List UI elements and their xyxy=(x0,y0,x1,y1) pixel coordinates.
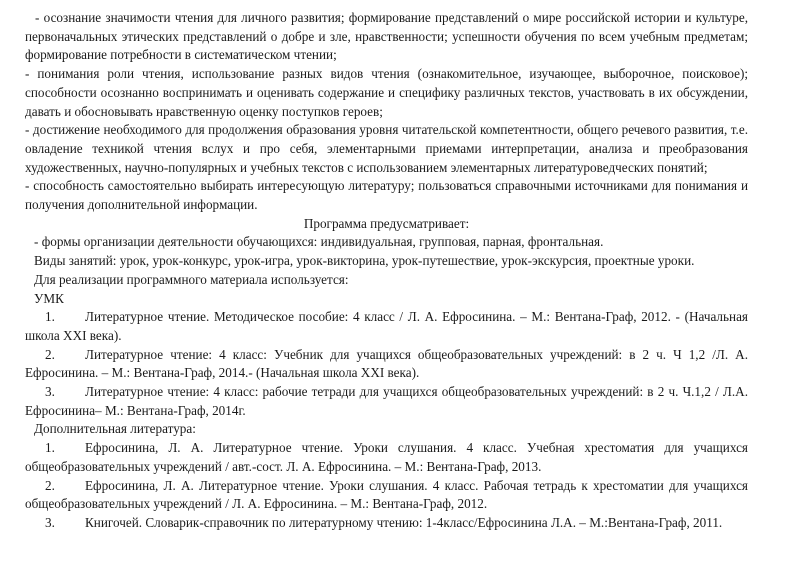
umk-item xyxy=(25,383,748,420)
list-number: 3. xyxy=(45,384,55,400)
list-number: 2. xyxy=(45,346,55,362)
forms-paragraph: - формы организации деятельности обучающихся: индивидуальная, групповая, парная, фронтальная. xyxy=(34,234,604,250)
program-heading: Программа предусматривает: xyxy=(303,215,470,231)
additional-item xyxy=(25,439,748,476)
umk-item xyxy=(25,346,748,383)
goal-paragraph: - осознание значимости чтения для личного развития; формирование представлений о мире российской истории и культуре, первоначальных этических представлений о добре и зле, нравственности; успешности обучения по всем учебным предметам; формирование потребности в систематическом чтении; xyxy=(25,10,748,63)
list-item-text: Ефросинина, Л. А. Литературное чтение. Уроки слушания. 4 класс. Учебная хрестоматия для учащихся общеобразовательных учреждений / авт.-сост. Л. А. Ефросинина. – М.: Вентана-Граф, 2013. xyxy=(25,440,748,474)
umk-item xyxy=(25,308,748,345)
lesson-types-paragraph: Виды занятий: урок, урок-конкурс, урок-игра, урок-викторина, урок-путешествие, урок-экскурсия, проектные уроки. xyxy=(34,253,695,269)
list-number: 1. xyxy=(45,440,55,456)
list-number: 2. xyxy=(45,477,55,493)
goal-paragraph: - способность самостоятельно выбирать интересующую литературу; пользоваться справочными источниками для понимания и получения дополнительной информации. xyxy=(25,178,748,213)
list-item-text: Ефросинина, Л. А. Литературное чтение. Уроки слушания. 4 класс. Рабочая тетрадь к хрестоматии для учащихся общеобразовательных учреждений / Л. А. Ефросинина. – М.: Вентана-Граф, 2012. xyxy=(25,477,748,512)
materials-intro: Для реализации программного материала используется: xyxy=(34,271,349,287)
document-page xyxy=(25,9,748,533)
additional-item xyxy=(25,514,748,533)
goal-paragraph: - понимания роли чтения, использование разных видов чтения (ознакомительное, изучающее, выборочное, поисковое); способности осознанно воспринимать и оценивать содержание и специфику различных текстов, участвовать в их обсуждении, давать и обосновывать нравственную оценку поступков героев; xyxy=(25,66,748,119)
list-item-text: Литературное чтение. Методическое пособие: 4 класс / Л. А. Ефросинина. – М.: Вентана-Граф, 2012. - (Начальная школа XXI века). xyxy=(25,309,748,343)
list-number: 3. xyxy=(45,514,55,530)
umk-heading: УМК xyxy=(34,290,64,306)
additional-heading: Дополнительная литература: xyxy=(34,421,196,437)
goal-paragraph: - достижение необходимого для продолжения образования уровня читательской компетентности, общего речевого развития, т.е. овладение техникой чтения вслух и про себя, элементарными приемами интерпретации, анализа и преобразования художественных, научно-популярных и учебных текстов с использованием элементарных литературоведческих понятий; xyxy=(25,122,748,175)
list-item-text: Литературное чтение: 4 класс: рабочие тетради для учащихся общеобразовательных учреждений: в 2 ч. Ч.1,2 / Л.А. Ефросинина– М.: Вентана-Граф, 2014г. xyxy=(25,384,748,418)
list-number: 1. xyxy=(45,309,55,325)
list-item-text: Книгочей. Словарик-справочник по литературному чтению: 1-4класс/Ефросинина Л.А. – М.:Вентана-Граф, 2011. xyxy=(85,514,723,530)
list-item-text: Литературное чтение: 4 класс: Учебник для учащихся общеобразовательных учреждений: в 2 ч. Ч 1,2 /Л. А. Ефросинина. – М.: Вентана-Граф, 2014.- (Начальная школа XXI века). xyxy=(25,346,748,381)
additional-item xyxy=(25,477,748,514)
